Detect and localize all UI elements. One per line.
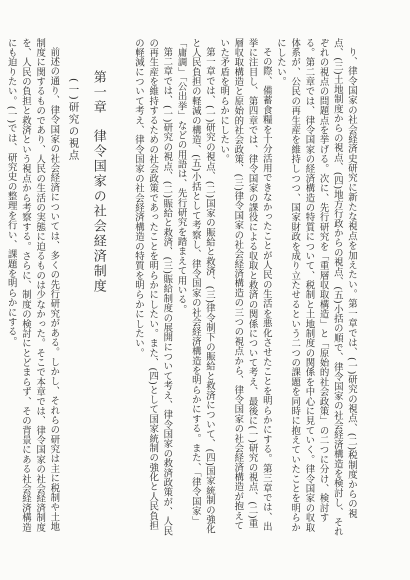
body-paragraph-2: その際、備蓄食糧を十分活用できなかったことが人民の生活を悪化させたことを明らかにする。第三章では、出挙に注目し、第四章では、律令国家の課役による収取と救済の関係について考え、最後に(一)研究の視点、(二)重層収取構造と原始的社会政策、(三)律令国家の社会経済構造の三つの視点から、律令国家の社会経済構造が抱えていた矛盾を明らかにしたい。 (218, 38, 272, 532)
body-paragraph-1: り、律令国家の社会経済史研究に新たな視点を加えたい。第一章では、(一)研究の視点、(二)税制度からの視点、(三)土地制度からの視点、(四)地方行政からの視点、(五)小括の順で、律令国家の社会経済構造を検討し、それぞれの視点の問題点を挙げる。次に、先行研究を「重層収取構造」と「原始的社会政策」の二つに分け、検討する。第二章では、律令国家の経済構造の特質について、税制と土地制度の関係を中心に見ていく。律令国家の収取体系が、公民の再生産を維持しつつ、国家財政を成り立たせるという二つの課題を同時に抱えていたことを明らかにしたい。 (274, 38, 357, 537)
vertical-text-body (5, 38, 358, 538)
body-paragraph-4: 第二章では、(一)研究の視点、(二)賑給と救済、(三)賑給制度の展開について考え、律令国家の救済政策が、人民の再生産を維持するための社会政策であったことを明らかにしたい。また、(四)として国家統制の強化と人民負担の軽減について考え、律令国家の社会経済構造の特質を明らかにしたい。 (132, 38, 173, 537)
section-heading: (一)研究の視点 (67, 78, 80, 162)
chapter-number: 第一章 (90, 70, 106, 115)
chapter-title: 律令国家の社会経済制度 (90, 129, 106, 294)
closing-paragraph: 前述の通り、律令国家の社会経済については、多くの先行研究がある。しかし、それらの研究は主に税制や土地制度に関するものであり、人民の生活の実態に迫るものは少なかった。そこで本章では、律令国家の社会経済制度を、人民の負担と救済という視点から考察する。さらに、制度の検討にとどまらず、その背景にある社会経済構造にも迫りたい。(一)では、研究史の整理を行い、課題を明らかにする。 (5, 38, 60, 533)
body-paragraph-3: 第一章では、(一)研究の視点、(二)国家の賑給と救済、(三)律令制下の賑給と救済について、(四)国家統制の強化と人民負担の軽減の構造、(五)小括として考察し、律令国家の社会経済構造を明らかにする。また、「律令国家」「庸調」「公出挙」などの用語は、先行研究を踏まえて用いる。 (175, 38, 215, 535)
chapter-heading (91, 38, 105, 538)
